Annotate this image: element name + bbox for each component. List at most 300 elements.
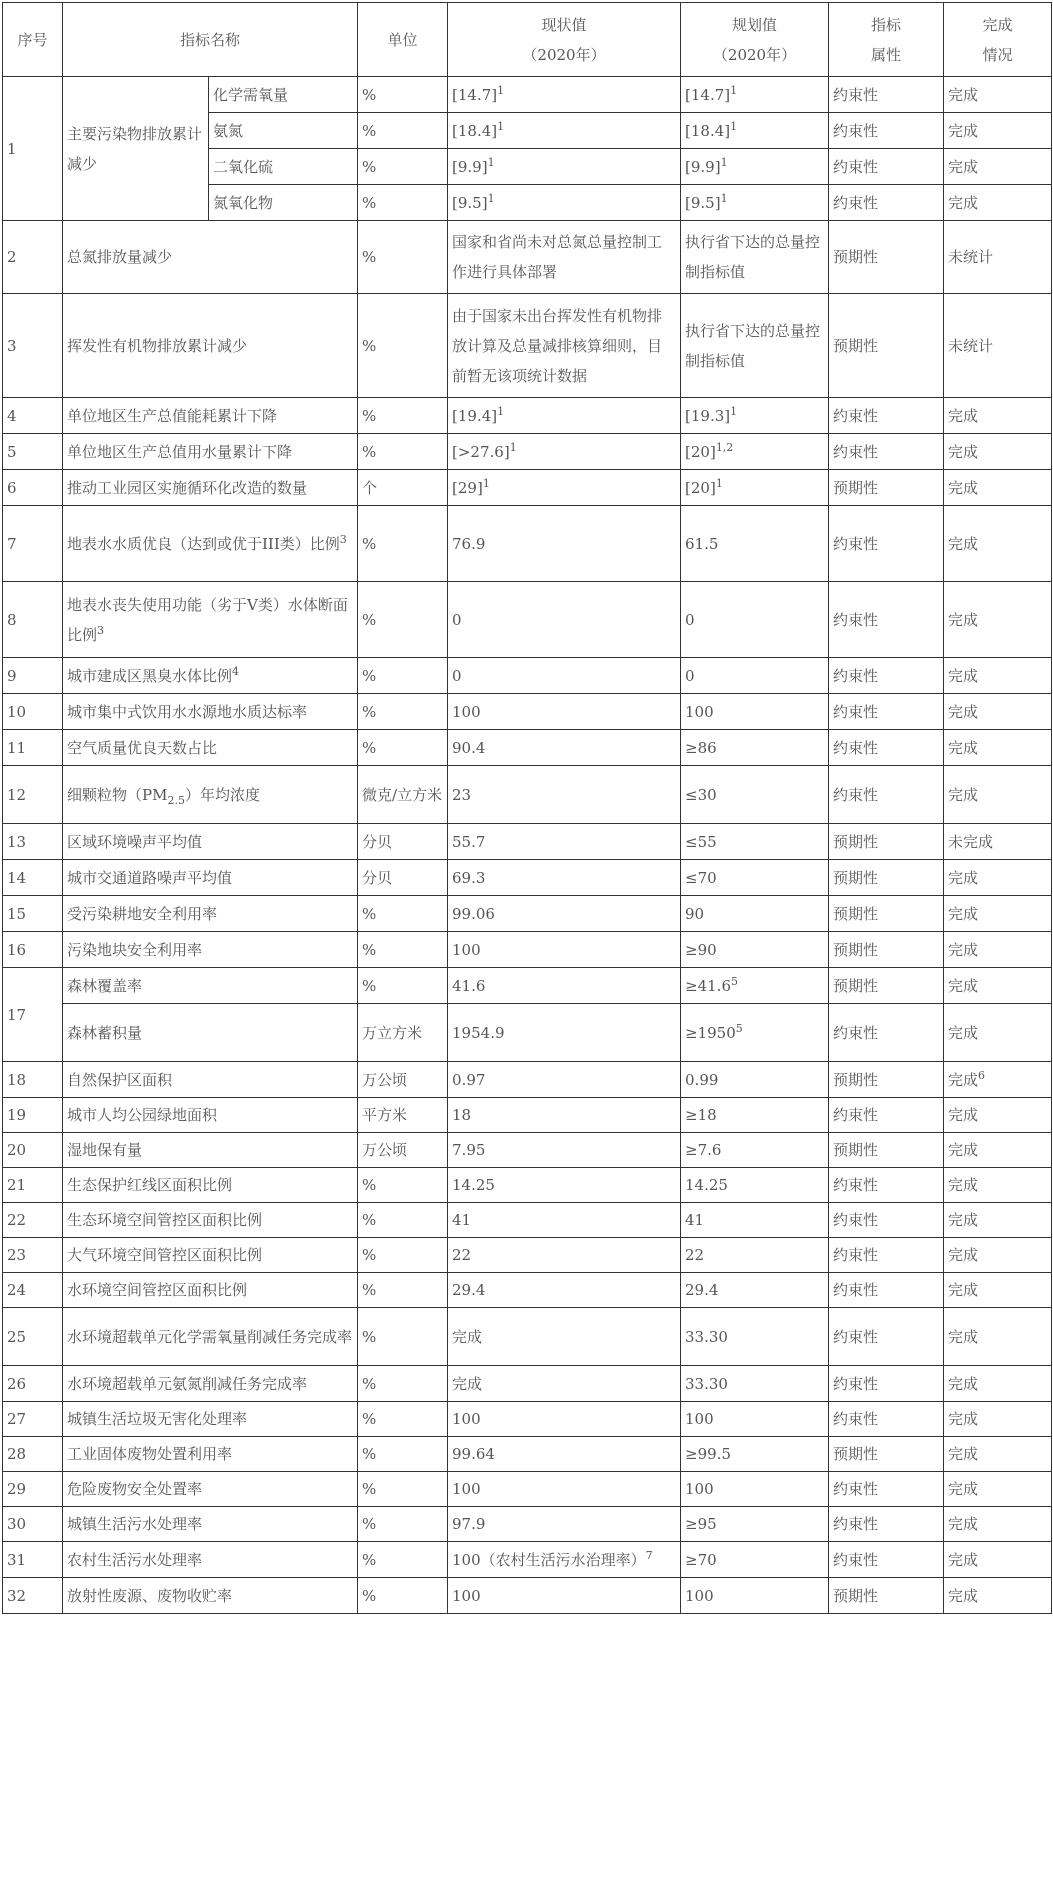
cell-name: 自然保护区面积	[63, 1062, 358, 1098]
cell-status: 完成	[944, 766, 1052, 824]
footnote-marker: 1	[487, 155, 495, 169]
cell-current: 0	[448, 582, 681, 658]
cell-current: 由于国家未出台挥发性有机物排放计算及总量减排核算细则，目前暂无该项统计数据	[448, 294, 681, 398]
cell-unit: %	[358, 506, 448, 582]
cell-attr: 约束性	[829, 113, 944, 149]
footnote-marker: 1	[720, 155, 728, 169]
table-row	[3, 221, 1052, 294]
cell-planned: 执行省下达的总量控制指标值	[681, 221, 829, 294]
cell-attr: 约束性	[829, 1308, 944, 1366]
cell-status: 完成	[944, 1507, 1052, 1542]
cell-status: 完成	[944, 1472, 1052, 1507]
cell-name: 湿地保有量	[63, 1133, 358, 1168]
cell-status: 完成	[944, 185, 1052, 221]
table-row	[3, 1472, 1052, 1507]
cell-name: 水环境空间管控区面积比例	[63, 1273, 358, 1308]
cell-unit: %	[358, 221, 448, 294]
cell-name: 大气环境空间管控区面积比例	[63, 1238, 358, 1273]
cell-seq: 14	[3, 860, 63, 896]
cell-status: 未统计	[944, 221, 1052, 294]
cell-seq: 26	[3, 1366, 63, 1402]
table-row	[3, 658, 1052, 694]
table-row	[3, 1542, 1052, 1578]
footnote-marker: 1	[730, 83, 738, 97]
cell-seq: 23	[3, 1238, 63, 1273]
cell-current: 41	[448, 1203, 681, 1238]
cell-name: 地表水丧失使用功能（劣于V类）水体断面比例$^3$	[63, 582, 358, 658]
cell-unit: %	[358, 658, 448, 694]
cell-name: 细颗粒物$(PM_{2.5})$年均浓度	[63, 766, 358, 824]
cell-unit: 分贝	[358, 824, 448, 860]
footnote-marker: 4	[232, 664, 240, 678]
cell-unit: %	[358, 1437, 448, 1472]
cell-current: 100（农村生活污水治理率）$^7$	[448, 1542, 681, 1578]
cell-seq: 8	[3, 582, 63, 658]
cell-planned: ≥7.6	[681, 1133, 829, 1168]
cell-status: 完成	[944, 1098, 1052, 1133]
cell-status: 完成	[944, 1133, 1052, 1168]
cell-unit: %	[358, 1203, 448, 1238]
cell-current: $[29]^1$	[448, 470, 681, 506]
cell-seq: 29	[3, 1472, 63, 1507]
cell-attr: 约束性	[829, 1203, 944, 1238]
cell-attr: 预期性	[829, 221, 944, 294]
cell-status: 完成	[944, 1238, 1052, 1273]
cell-unit: %	[358, 582, 448, 658]
cell-unit: %	[358, 1507, 448, 1542]
cell-sub-name: 化学需氧量	[209, 77, 358, 113]
table-row	[3, 1098, 1052, 1133]
cell-planned: 61.5	[681, 506, 829, 582]
table-row	[3, 434, 1052, 470]
cell-current: 100	[448, 932, 681, 968]
cell-attr: 约束性	[829, 1098, 944, 1133]
cell-unit: %	[358, 1472, 448, 1507]
cell-name: 推动工业园区实施循环化改造的数量	[63, 470, 358, 506]
table-row	[3, 1366, 1052, 1402]
cell-status: 完成	[944, 694, 1052, 730]
cell-current: $[14.7]^1$	[448, 77, 681, 113]
cell-unit: %	[358, 434, 448, 470]
cell-name: 城市交通道路噪声平均值	[63, 860, 358, 896]
table-row	[3, 694, 1052, 730]
cell-status: 完成	[944, 860, 1052, 896]
cell-name: 森林覆盖率	[63, 968, 358, 1004]
cell-attr: 约束性	[829, 1004, 944, 1062]
cell-sub-name: 氮氧化物	[209, 185, 358, 221]
cell-current: $[9.9]^1$	[448, 149, 681, 185]
cell-status: 完成	[944, 1366, 1052, 1402]
footnote-marker: 1	[730, 404, 738, 418]
cell-status: 完成	[944, 658, 1052, 694]
cell-seq: 11	[3, 730, 63, 766]
cell-seq: 10	[3, 694, 63, 730]
cell-current: 97.9	[448, 1507, 681, 1542]
cell-seq: 30	[3, 1507, 63, 1542]
cell-seq: 17	[3, 968, 63, 1062]
cell-seq: 19	[3, 1098, 63, 1133]
cell-current: 100	[448, 1578, 681, 1614]
cell-attr: 约束性	[829, 1168, 944, 1203]
footnote-marker: 5	[730, 974, 738, 988]
cell-name: 工业固体废物处置利用率	[63, 1437, 358, 1472]
table-row	[3, 766, 1052, 824]
cell-name: 挥发性有机物排放累计减少	[63, 294, 358, 398]
header-name: 指标名称	[63, 3, 358, 77]
cell-planned: 33.30	[681, 1308, 829, 1366]
cell-current: 22	[448, 1238, 681, 1273]
cell-attr: 约束性	[829, 1542, 944, 1578]
cell-attr: 约束性	[829, 1402, 944, 1437]
cell-current: 18	[448, 1098, 681, 1133]
cell-current: 55.7	[448, 824, 681, 860]
footnote-marker: 1,2	[715, 440, 734, 454]
cell-unit: %	[358, 1542, 448, 1578]
cell-planned: 0	[681, 658, 829, 694]
cell-attr: 约束性	[829, 1273, 944, 1308]
cell-status: 完成	[944, 1273, 1052, 1308]
cell-name: 农村生活污水处理率	[63, 1542, 358, 1578]
cell-name: 地表水水质优良（达到或优于III类）比例$^3$	[63, 506, 358, 582]
table-row	[3, 1133, 1052, 1168]
cell-name: 城镇生活垃圾无害化处理率	[63, 1402, 358, 1437]
table-row	[3, 860, 1052, 896]
cell-attr: 约束性	[829, 1366, 944, 1402]
cell-planned: 执行省下达的总量控制指标值	[681, 294, 829, 398]
cell-seq: 28	[3, 1437, 63, 1472]
cell-planned: 29.4	[681, 1273, 829, 1308]
footnote-marker: 1	[497, 83, 505, 97]
cell-unit: %	[358, 1238, 448, 1273]
cell-unit: %	[358, 1402, 448, 1437]
cell-attr: 预期性	[829, 1133, 944, 1168]
cell-attr: 预期性	[829, 968, 944, 1004]
cell-status: 未完成	[944, 824, 1052, 860]
footnote-marker: 1	[730, 119, 738, 133]
cell-seq: 16	[3, 932, 63, 968]
cell-status: 完成	[944, 730, 1052, 766]
cell-attr: 预期性	[829, 1578, 944, 1614]
table-row	[3, 1578, 1052, 1614]
table-row	[3, 1004, 1052, 1062]
cell-planned: 0.99	[681, 1062, 829, 1098]
table-row	[3, 932, 1052, 968]
header-planned: 规划值 （2020年）	[681, 3, 829, 77]
table-row	[3, 398, 1052, 434]
cell-status: 完成	[944, 896, 1052, 932]
cell-current: 99.64	[448, 1437, 681, 1472]
table-row	[3, 1062, 1052, 1098]
cell-unit: %	[358, 149, 448, 185]
cell-planned: 14.25	[681, 1168, 829, 1203]
cell-status: 完成	[944, 149, 1052, 185]
cell-attr: 约束性	[829, 506, 944, 582]
cell-current: 0.97	[448, 1062, 681, 1098]
cell-status: 完成$^6$	[944, 1062, 1052, 1098]
table-row	[3, 1402, 1052, 1437]
cell-name: 森林蓄积量	[63, 1004, 358, 1062]
cell-planned: $\ge 41.6^5$	[681, 968, 829, 1004]
footnote-marker: 1	[715, 476, 723, 490]
table-row	[3, 1203, 1052, 1238]
cell-planned: ≥86	[681, 730, 829, 766]
cell-planned: $[19.3]^1$	[681, 398, 829, 434]
cell-planned: $[9.5]^1$	[681, 185, 829, 221]
cell-status: 完成	[944, 932, 1052, 968]
cell-unit: 万公顷	[358, 1133, 448, 1168]
cell-planned: 100	[681, 1578, 829, 1614]
cell-attr: 约束性	[829, 1472, 944, 1507]
cell-attr: 预期性	[829, 470, 944, 506]
cell-current: 0	[448, 658, 681, 694]
cell-current: 90.4	[448, 730, 681, 766]
cell-seq: 25	[3, 1308, 63, 1366]
table-row	[3, 824, 1052, 860]
table-row	[3, 1238, 1052, 1273]
cell-planned: $[9.9]^1$	[681, 149, 829, 185]
cell-planned: 33.30	[681, 1366, 829, 1402]
cell-name: 生态保护红线区面积比例	[63, 1168, 358, 1203]
table-row	[3, 1437, 1052, 1472]
cell-attr: 预期性	[829, 294, 944, 398]
table-row	[3, 470, 1052, 506]
cell-planned: 41	[681, 1203, 829, 1238]
cell-current: 7.95	[448, 1133, 681, 1168]
cell-unit: %	[358, 185, 448, 221]
indicator-table	[2, 2, 1052, 1614]
cell-status: 完成	[944, 77, 1052, 113]
footnote-marker: 6	[978, 1068, 986, 1082]
cell-status: 完成	[944, 1437, 1052, 1472]
footnote-marker: 3	[97, 623, 105, 637]
cell-name: 水环境超载单元氨氮削减任务完成率	[63, 1366, 358, 1402]
cell-seq: 22	[3, 1203, 63, 1238]
cell-current: 完成	[448, 1366, 681, 1402]
cell-unit: %	[358, 294, 448, 398]
cell-attr: 约束性	[829, 149, 944, 185]
cell-unit: 分贝	[358, 860, 448, 896]
cell-unit: 微克/立方米	[358, 766, 448, 824]
cell-unit: %	[358, 1273, 448, 1308]
table-row	[3, 896, 1052, 932]
cell-seq: 12	[3, 766, 63, 824]
header-attr: 指标 属性	[829, 3, 944, 77]
cell-attr: 预期性	[829, 932, 944, 968]
cell-attr: 预期性	[829, 860, 944, 896]
cell-attr: 约束性	[829, 185, 944, 221]
cell-seq: 3	[3, 294, 63, 398]
cell-attr: 约束性	[829, 434, 944, 470]
cell-unit: %	[358, 1308, 448, 1366]
cell-planned: ≥90	[681, 932, 829, 968]
cell-current: 23	[448, 766, 681, 824]
cell-name: 城市建成区黑臭水体比例$^4$	[63, 658, 358, 694]
footnote-marker: 3	[339, 532, 347, 546]
footnote-marker: 1	[487, 191, 495, 205]
footnote-marker: 1	[497, 404, 505, 418]
cell-planned: $[20]^{1,2}$	[681, 434, 829, 470]
cell-status: 完成	[944, 1542, 1052, 1578]
cell-seq: 20	[3, 1133, 63, 1168]
cell-unit: 万公顷	[358, 1062, 448, 1098]
cell-current: 国家和省尚未对总氮总量控制工作进行具体部署	[448, 221, 681, 294]
cell-planned: ≤55	[681, 824, 829, 860]
cell-status: 完成	[944, 582, 1052, 658]
cell-status: 完成	[944, 1402, 1052, 1437]
cell-name: 单位地区生产总值能耗累计下降	[63, 398, 358, 434]
cell-name: 城市人均公园绿地面积	[63, 1098, 358, 1133]
footnote-marker: 1	[482, 476, 490, 490]
footnote-marker: 1	[720, 191, 728, 205]
cell-seq: 15	[3, 896, 63, 932]
cell-name: 放射性废源、废物收贮率	[63, 1578, 358, 1614]
cell-planned: ≥95	[681, 1507, 829, 1542]
cell-status: 完成	[944, 398, 1052, 434]
header-current: 现状值 （2020年）	[448, 3, 681, 77]
table-row	[3, 77, 1052, 113]
cell-attr: 约束性	[829, 582, 944, 658]
cell-name: 单位地区生产总值用水量累计下降	[63, 434, 358, 470]
cell-status: 完成	[944, 1308, 1052, 1366]
cell-seq: 5	[3, 434, 63, 470]
table-row	[3, 730, 1052, 766]
header-unit: 单位	[358, 3, 448, 77]
cell-current: $[9.5]^1$	[448, 185, 681, 221]
cell-planned: $[20]^1$	[681, 470, 829, 506]
cell-name: 城市集中式饮用水水源地水质达标率	[63, 694, 358, 730]
cell-unit: %	[358, 694, 448, 730]
cell-status: 完成	[944, 1004, 1052, 1062]
cell-attr: 约束性	[829, 658, 944, 694]
cell-name: 生态环境空间管控区面积比例	[63, 1203, 358, 1238]
cell-unit: %	[358, 1366, 448, 1402]
cell-seq: 7	[3, 506, 63, 582]
cell-current: 29.4	[448, 1273, 681, 1308]
cell-attr: 约束性	[829, 1507, 944, 1542]
cell-seq: 32	[3, 1578, 63, 1614]
cell-name: 水环境超载单元化学需氧量削减任务完成率	[63, 1308, 358, 1366]
cell-unit: %	[358, 968, 448, 1004]
cell-status: 完成	[944, 1203, 1052, 1238]
cell-status: 未统计	[944, 294, 1052, 398]
cell-attr: 约束性	[829, 694, 944, 730]
cell-unit: %	[358, 1578, 448, 1614]
cell-planned: $\ge 1950^5$	[681, 1004, 829, 1062]
cell-status: 完成	[944, 1168, 1052, 1203]
cell-sub-name: 氨氮	[209, 113, 358, 149]
cell-unit: %	[358, 1168, 448, 1203]
cell-current: 14.25	[448, 1168, 681, 1203]
cell-planned: ≤30	[681, 766, 829, 824]
cell-name: 城镇生活污水处理率	[63, 1507, 358, 1542]
header-seq: 序号	[3, 3, 63, 77]
table-row	[3, 1507, 1052, 1542]
cell-current: [>27.6]$^1$	[448, 434, 681, 470]
cell-attr: 约束性	[829, 766, 944, 824]
cell-status: 完成	[944, 113, 1052, 149]
cell-unit: %	[358, 398, 448, 434]
cell-sub-name: 二氧化硫	[209, 149, 358, 185]
cell-seq: 1	[3, 77, 63, 221]
cell-unit: 平方米	[358, 1098, 448, 1133]
cell-seq: 2	[3, 221, 63, 294]
cell-status: 完成	[944, 470, 1052, 506]
table-row	[3, 506, 1052, 582]
footnote-marker: 1	[497, 119, 505, 133]
footnote-marker: 1	[509, 440, 517, 454]
cell-planned: 100	[681, 694, 829, 730]
cell-name: 总氮排放量减少	[63, 221, 358, 294]
table-row	[3, 294, 1052, 398]
cell-name: 污染地块安全利用率	[63, 932, 358, 968]
cell-current: 完成	[448, 1308, 681, 1366]
cell-seq: 21	[3, 1168, 63, 1203]
cell-planned: 100	[681, 1472, 829, 1507]
cell-unit: %	[358, 113, 448, 149]
cell-seq: 31	[3, 1542, 63, 1578]
cell-status: 完成	[944, 1578, 1052, 1614]
cell-unit: %	[358, 896, 448, 932]
cell-seq: 24	[3, 1273, 63, 1308]
cell-current: 76.9	[448, 506, 681, 582]
cell-attr: 预期性	[829, 1062, 944, 1098]
cell-planned: ≥99.5	[681, 1437, 829, 1472]
footnote-marker: 5	[735, 1021, 743, 1035]
cell-unit: %	[358, 730, 448, 766]
cell-attr: 预期性	[829, 1437, 944, 1472]
cell-seq: 13	[3, 824, 63, 860]
cell-current: $[18.4]^1$	[448, 113, 681, 149]
cell-name: 危险废物安全处置率	[63, 1472, 358, 1507]
cell-seq: 6	[3, 470, 63, 506]
cell-unit: %	[358, 77, 448, 113]
table-row	[3, 1168, 1052, 1203]
cell-current: 100	[448, 1472, 681, 1507]
cell-status: 完成	[944, 968, 1052, 1004]
header-row	[3, 3, 1052, 77]
cell-planned: $[18.4]^1$	[681, 113, 829, 149]
cell-attr: 约束性	[829, 77, 944, 113]
cell-planned: $[14.7]^1$	[681, 77, 829, 113]
cell-name: 受污染耕地安全利用率	[63, 896, 358, 932]
cell-attr: 约束性	[829, 730, 944, 766]
cell-seq: 27	[3, 1402, 63, 1437]
cell-current: 100	[448, 694, 681, 730]
cell-current: $[19.4]^1$	[448, 398, 681, 434]
cell-seq: 18	[3, 1062, 63, 1098]
cell-status: 完成	[944, 434, 1052, 470]
table-row	[3, 1273, 1052, 1308]
cell-planned: 22	[681, 1238, 829, 1273]
cell-planned: ≤70	[681, 860, 829, 896]
cell-attr: 预期性	[829, 896, 944, 932]
cell-status: 完成	[944, 506, 1052, 582]
cell-group-name: 主要污染物排放累计减少	[63, 77, 209, 221]
cell-unit: %	[358, 932, 448, 968]
cell-seq: 9	[3, 658, 63, 694]
cell-attr: 约束性	[829, 398, 944, 434]
cell-attr: 约束性	[829, 1238, 944, 1273]
cell-current: 69.3	[448, 860, 681, 896]
cell-current: 41.6	[448, 968, 681, 1004]
cell-unit: 万立方米	[358, 1004, 448, 1062]
cell-name: 区域环境噪声平均值	[63, 824, 358, 860]
cell-planned: ≥18	[681, 1098, 829, 1133]
cell-planned: 0	[681, 582, 829, 658]
cell-current: 100	[448, 1402, 681, 1437]
cell-current: 99.06	[448, 896, 681, 932]
cell-unit: 个	[358, 470, 448, 506]
